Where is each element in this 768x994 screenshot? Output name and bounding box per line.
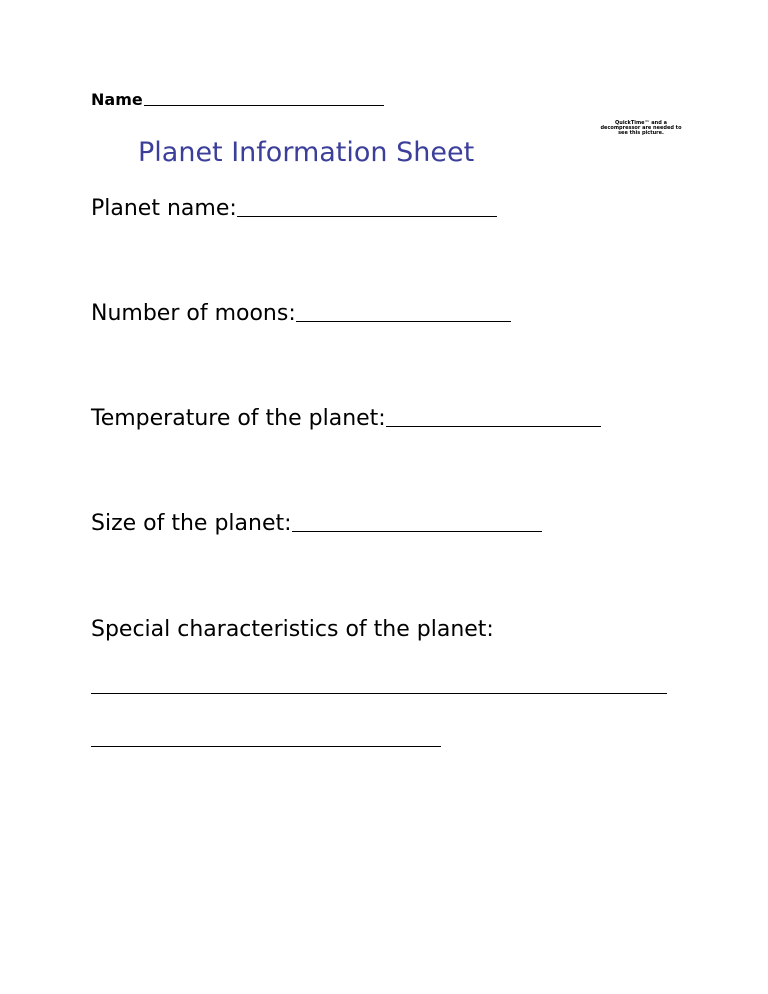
temperature-field [91, 406, 601, 431]
moons-blank[interactable] [296, 321, 511, 322]
student-name-row [91, 90, 384, 109]
moons-label: Number of moons: [91, 301, 296, 326]
student-name-label: Name [91, 90, 143, 109]
size-field [91, 511, 542, 536]
planet-name-label: Planet name: [91, 196, 237, 221]
special-characteristics-answer-line[interactable] [91, 746, 441, 747]
planet-name-blank[interactable] [237, 216, 497, 217]
special-characteristics-label: Special characteristics of the planet: [91, 617, 494, 642]
temperature-label: Temperature of the planet: [91, 406, 386, 431]
planet-name-field [91, 196, 497, 221]
moons-field [91, 301, 511, 326]
size-label: Size of the planet: [91, 511, 292, 536]
worksheet-title: Planet Information Sheet [138, 137, 475, 168]
special-characteristics-field [91, 617, 494, 642]
student-name-blank[interactable] [144, 105, 384, 106]
temperature-blank[interactable] [386, 426, 601, 427]
picture-placeholder-note: QuickTime™ and a decompressor are needed to see this picture. [600, 120, 682, 136]
special-characteristics-answer-line[interactable] [91, 693, 667, 694]
size-blank[interactable] [292, 531, 542, 532]
